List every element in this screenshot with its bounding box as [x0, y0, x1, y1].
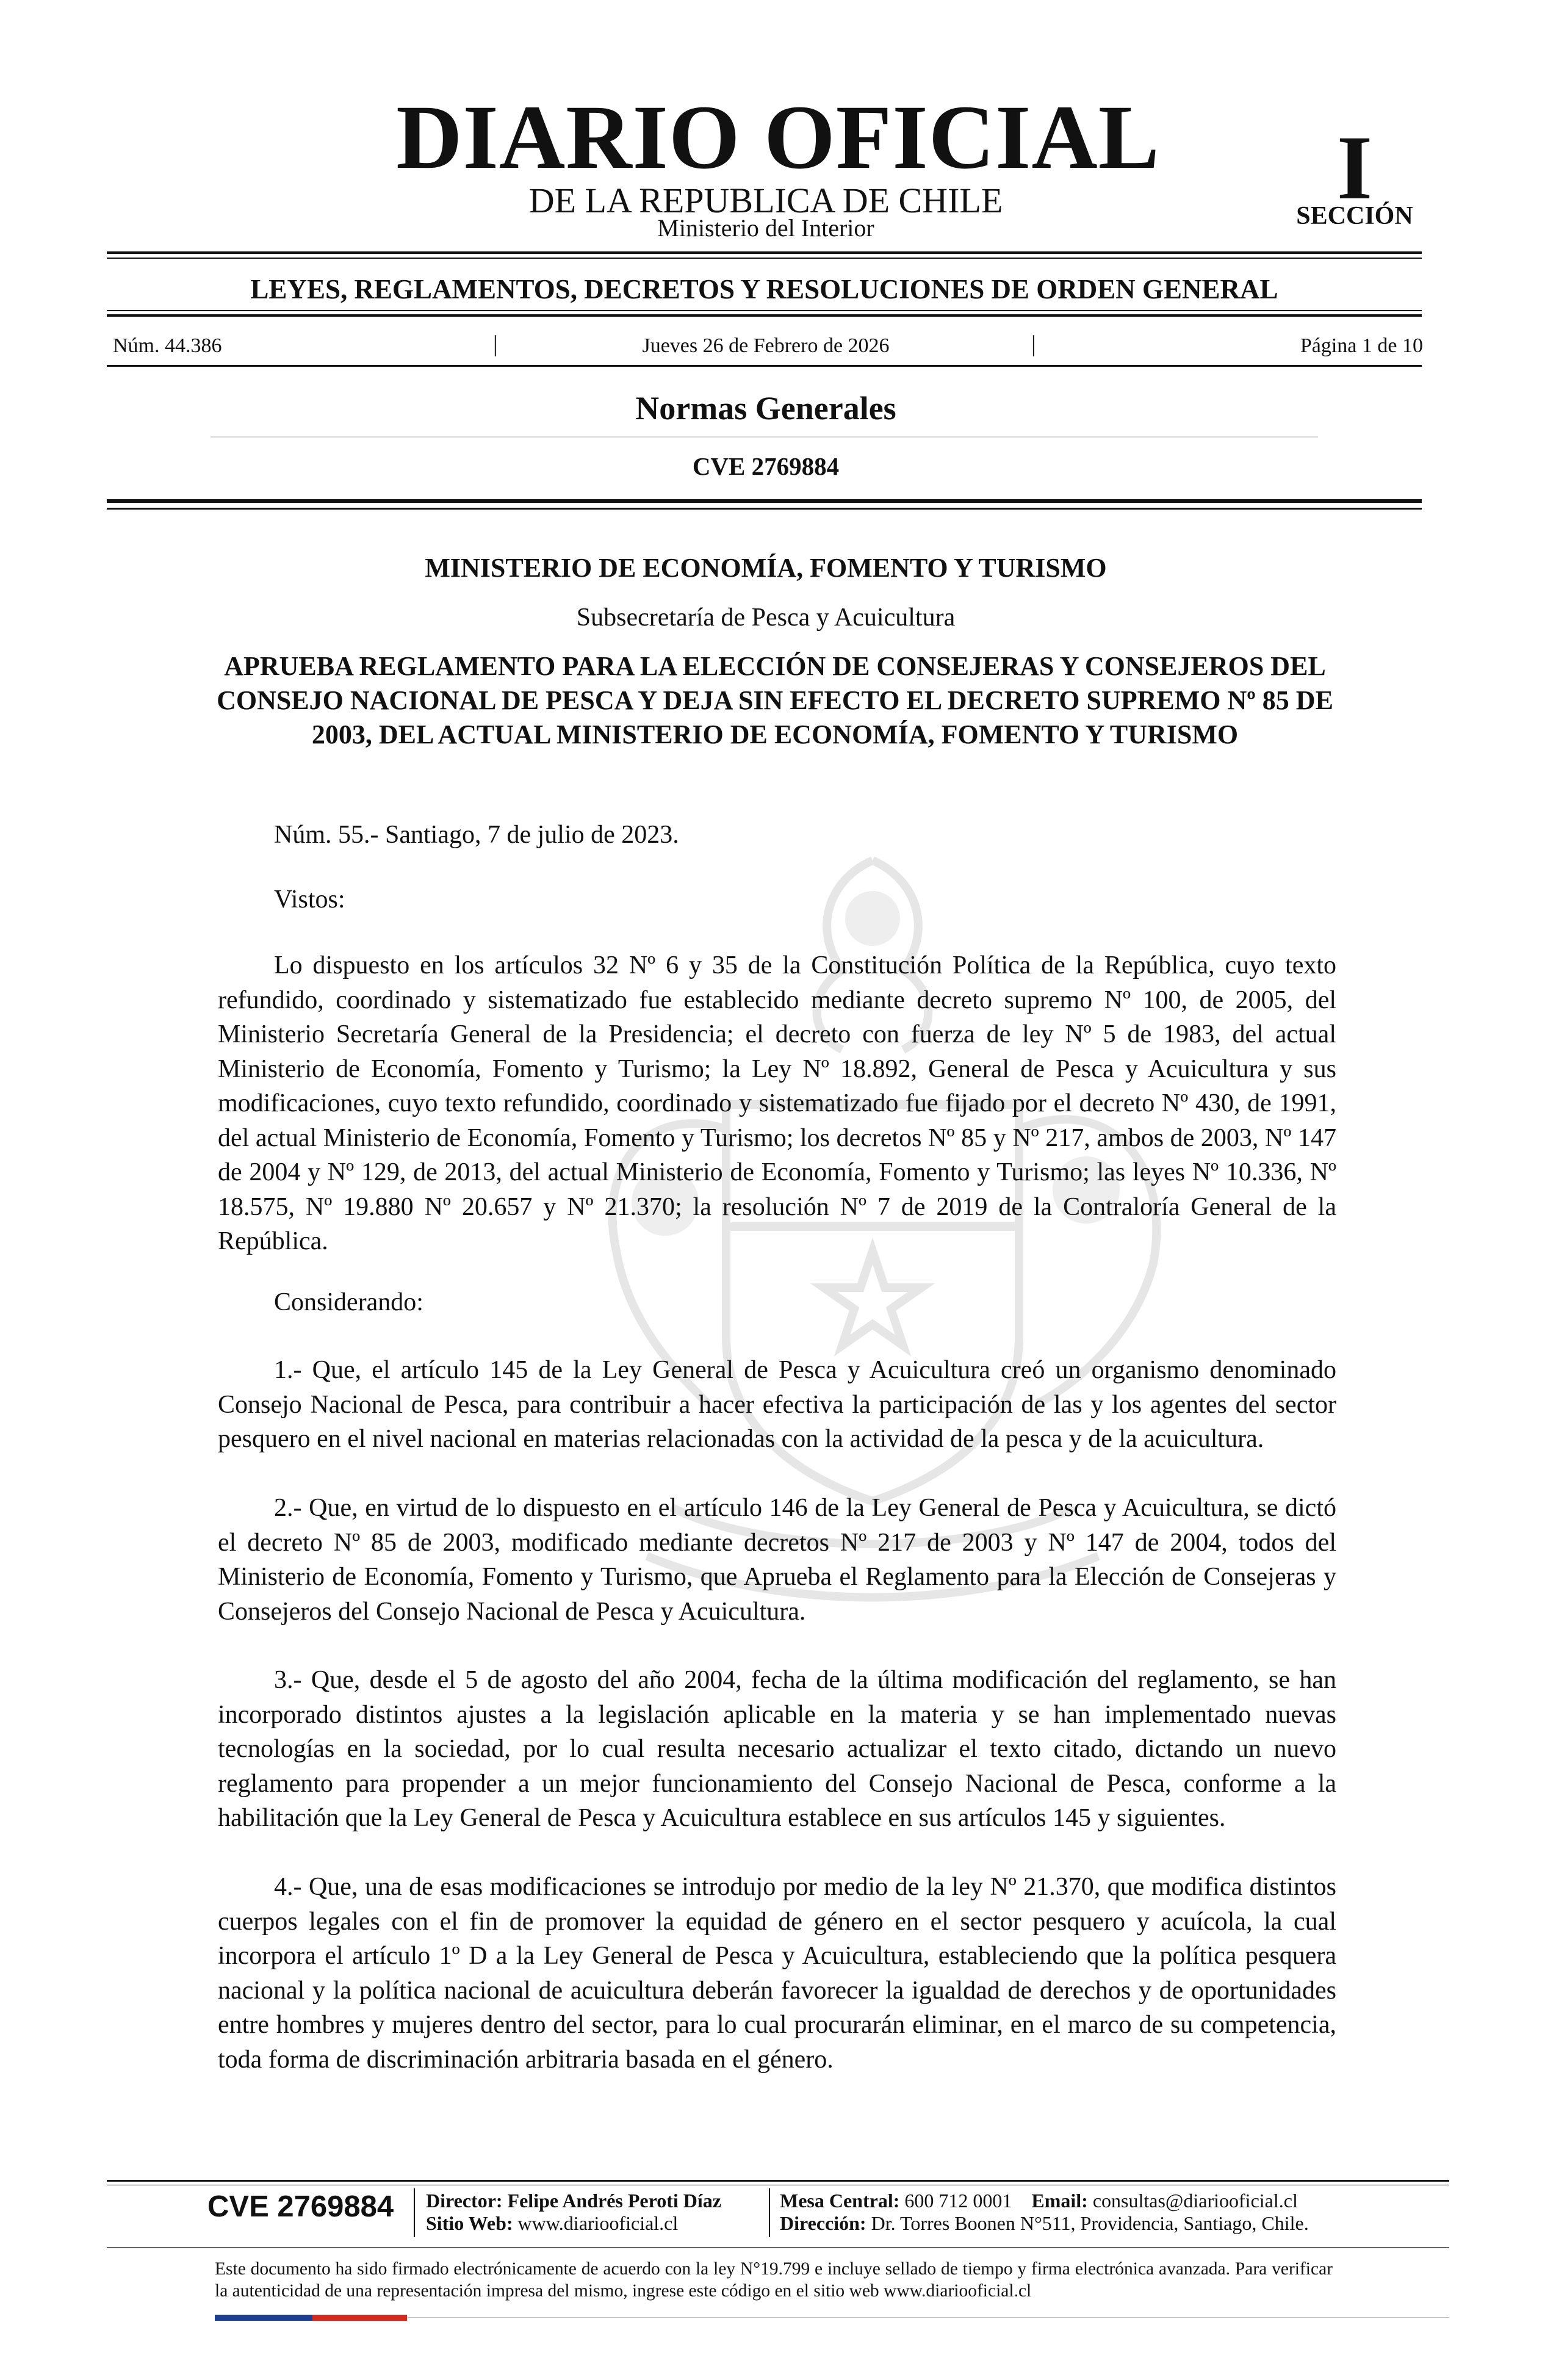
header-divider	[107, 314, 1422, 317]
publication-categories: LEYES, REGLAMENTOS, DECRETOS Y RESOLUCIONES DE ORDEN GENERAL	[250, 274, 1278, 305]
flag-red-bar	[312, 2315, 407, 2321]
footer-vertical-divider	[414, 2188, 415, 2237]
issue-number: Núm. 44.386	[113, 334, 222, 357]
email-link[interactable]: consultas@diariooficial.cl	[1092, 2190, 1298, 2212]
director-label: Director:	[426, 2190, 503, 2212]
vistos-paragraph: Lo dispuesto en los artículos 32 Nº 6 y 35 de la Constitución Política de la República, cuyo texto refundido, coordinado y sistematizado fue establecido mediante decreto supremo Nº 100, de 2005, del Ministerio Secretaría General de la Presidencia; el decreto con fuerza de ley Nº 5 de 1983, del actual Ministerio de Economía, Fomento y Turismo; la Ley Nº 18.892, General de Pesca y Acuicultura y sus modificaciones, cuyo texto refundido, coordinado y sistematizado fue fijado por el decreto Nº 430, de 1991, del actual Ministerio de Economía, Fomento y Turismo; los decretos Nº 85 y Nº 217, ambos de 2003, Nº 147 de 2004 y Nº 129, de 2013, del actual Ministerio de Economía, Fomento y Turismo; las leyes Nº 10.336, Nº 18.575, Nº 19.880 Nº 20.657 y Nº 21.370; la resolución Nº 7 de 2019 de la Contraloría General de la República.	[218, 951, 1336, 1255]
separator: |	[1031, 331, 1036, 357]
footer-divider	[408, 2317, 1449, 2318]
director-name: Felipe Andrés Peroti Díaz	[507, 2190, 721, 2212]
cve-code: CVE 2769884	[692, 452, 840, 480]
website-line	[426, 2212, 721, 2235]
address-line	[780, 2212, 1309, 2235]
signature-note: Este documento ha sido firmado electrónicamente de acuerdo con la ley N°19.799 e incluye sellado de tiempo y firma electrónica avanzada. Para verificar la autenticidad de una representación impresa del mismo, ingrese este código en el sitio web www.diariooficial.cl	[215, 2259, 1333, 2301]
vistos-label: Vistos:	[274, 885, 345, 914]
contact-line	[780, 2190, 1309, 2212]
director-line	[426, 2190, 721, 2212]
considerando-paragraph: 4.- Que, una de esas modificaciones se introdujo por medio de la ley Nº 21.370, que modifica distintos cuerpos legales con el fin de promover la equidad de género en el sector pesquero y acuícola, la cual incorpora el artículo 1º D a la Ley General de Pesca y Acuicultura, estableciendo que la política pesquera nacional y la política nacional de acuicultura deberán favorecer la igualdad de derechos y de oportunidades entre hombres y mujeres dentro del sector, para lo cual procurarán eliminar, en el marco de su competencia, toda forma de discriminación arbitraria basada en el género.	[218, 1873, 1336, 2074]
header-divider	[107, 310, 1422, 311]
footer-contact-block	[780, 2190, 1309, 2235]
phone-label: Mesa Central:	[780, 2190, 900, 2212]
footer-director-block	[426, 2190, 721, 2235]
footer-vertical-divider	[769, 2188, 770, 2237]
page-indicator: Página 1 de 10	[1300, 334, 1423, 357]
flag-stripe	[215, 2315, 407, 2321]
footer-cve-code: CVE 2769884	[207, 2190, 394, 2223]
header-divider	[107, 365, 1422, 367]
website-label: Sitio Web:	[426, 2212, 513, 2234]
decree-number: Núm. 55.- Santiago, 7 de julio de 2023.	[274, 821, 679, 849]
section-divider	[211, 436, 1318, 438]
section-heading: Normas Generales	[635, 390, 896, 427]
considerando-paragraph: 1.- Que, el artículo 145 de la Ley General de Pesca y Acuicultura creó un organismo denominado Consejo Nacional de Pesca, para contribuir a hacer efectiva la participación de las y los agentes del sector pesquero en el nivel nacional en materias relacionadas con la actividad de la pesca y de la acuicultura.	[218, 1356, 1336, 1453]
newspaper-subtitle: DE LA REPUBLICA DE CHILE	[528, 181, 1003, 220]
separator: |	[493, 331, 498, 357]
website-link[interactable]: www.diariooficial.cl	[517, 2212, 679, 2234]
flag-blue-bar	[215, 2315, 312, 2321]
ministry-name: MINISTERIO DE ECONOMÍA, FOMENTO Y TURISMO	[425, 553, 1107, 583]
footer-divider	[107, 2247, 1449, 2248]
footer-divider	[107, 2180, 1449, 2182]
header-divider	[107, 258, 1422, 259]
address-label: Dirección:	[780, 2212, 866, 2234]
considerando-paragraph: 3.- Que, desde el 5 de agosto del año 2004, fecha de la última modificación del reglamento, se han incorporado distintos ajustes a la legislación aplicable en la materia y se han implementado nuevas tecnologías en la sociedad, por lo cual resulta necesario actualizar el texto citado, dictando un nuevo reglamento para propender a un mejor funcionamiento del Consejo Nacional de Pesca, conforme a la habilitación que la Ley General de Pesca y Acuicultura establece en sus artículos 145 y siguientes.	[218, 1666, 1336, 1832]
section-divider	[107, 499, 1422, 503]
section-label: SECCIÓN	[1296, 202, 1413, 230]
header-divider	[107, 251, 1422, 254]
email-label: Email:	[1031, 2190, 1088, 2212]
issue-date: Jueves 26 de Febrero de 2026	[642, 334, 890, 357]
section-divider	[107, 508, 1422, 510]
section-number: I	[1336, 117, 1373, 218]
decree-title: APRUEBA REGLAMENTO PARA LA ELECCIÓN DE CONSEJERAS Y CONSEJEROS DEL CONSEJO NACIONAL DE PESCA Y DEJA SIN EFECTO EL DECRETO SUPREMO Nº 85 DE 2003, DEL ACTUAL MINISTERIO DE ECONOMÍA, FOMENTO Y TURISMO	[217, 651, 1333, 749]
subsecretaria-name: Subsecretaría de Pesca y Acuicultura	[576, 604, 956, 632]
considerando-paragraph: 2.- Que, en virtud de lo dispuesto en el artículo 146 de la Ley General de Pesca y Acuicultura, se dictó el decreto Nº 85 de 2003, modificado mediante decretos Nº 217 de 2003 y Nº 147 de 2004, todos del Ministerio de Economía, Fomento y Turismo, que Aprueba el Reglamento para la Elección de Consejeras y Consejeros del Consejo Nacional de Pesca y Acuicultura.	[218, 1494, 1336, 1626]
address-text: Dr. Torres Boonen N°511, Providencia, Santiago, Chile.	[871, 2212, 1309, 2234]
newspaper-title: DIARIO OFICIAL	[396, 87, 1160, 188]
phone-number: 600 712 0001	[904, 2190, 1012, 2212]
publisher-ministry: Ministerio del Interior	[657, 214, 874, 242]
considerando-label: Considerando:	[274, 1288, 423, 1316]
